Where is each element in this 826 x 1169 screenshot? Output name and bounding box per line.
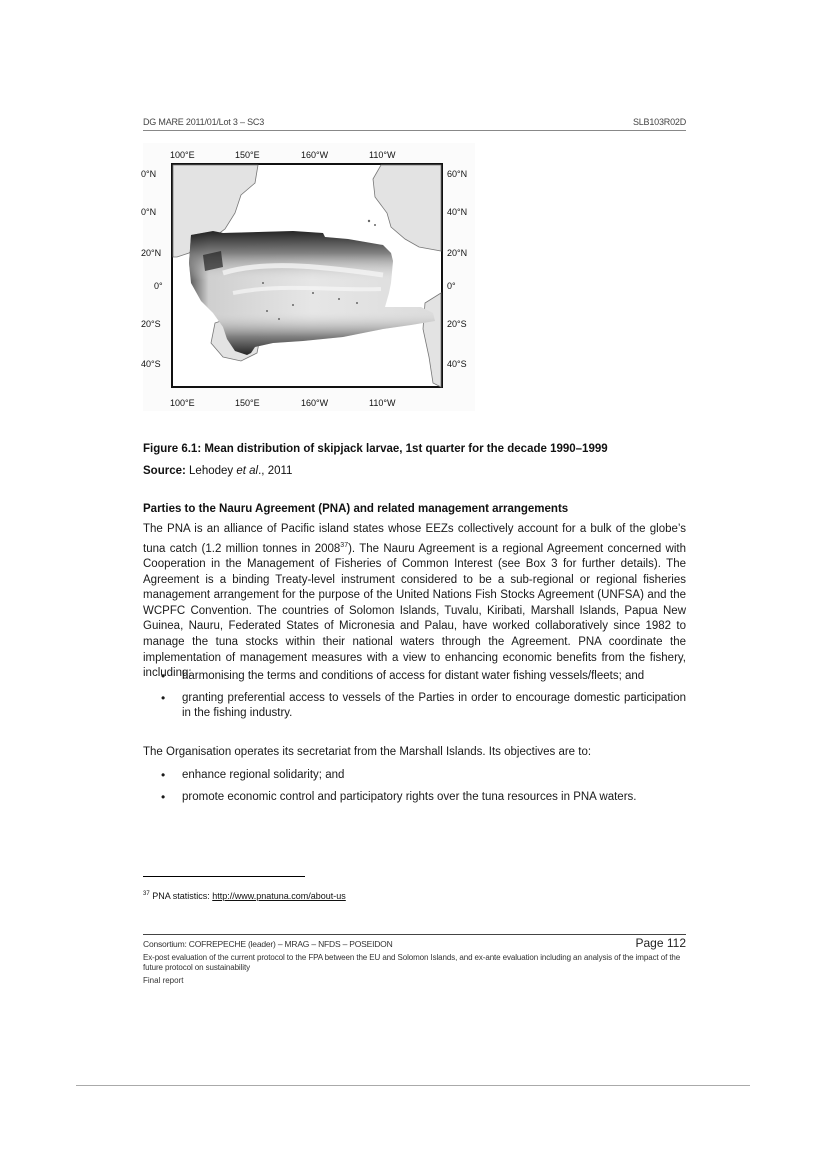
footer-consortium: Consortium: COFREPECHE (leader) – MRAG – NFDS – POSEIDON bbox=[143, 939, 393, 949]
left-tick-1: 0°N bbox=[141, 169, 157, 179]
bullet-item: • granting preferential access to vessels of the Parties in order to encourage domestic participation in the fishing industry. bbox=[143, 691, 686, 722]
pna-paragraph bbox=[143, 522, 686, 682]
pna-paragraph-part2: ). The Nauru Agreement is a regional Agreement concerned with Cooperation in the Management of Fisheries of Common Interest (see Box 3 for further details). The Agreement is a binding Treaty-level instrument considered to be a sub-regional or regional fisheries management arrangement for the purpose of the United Nations Fish Stocks Agreement (UNFSA) and the WCPFC Convention. The countries of Solomon Islands, Tuvalu, Kiribati, Marshall Islands, Papua New Guinea, Nauru, Federated States of Micronesia and Palau, have worked collaboratively since 1982 to manage the tuna stocks within their national waters through the Agreement. PNA coordinate the implementation of management measures with a view to enhancing economic benefits from the fishery, including: bbox=[143, 542, 686, 680]
left-tick-3: 20°N bbox=[141, 248, 162, 258]
pna-paragraph-part1: The PNA is an alliance of Pacific island states whose EEZs collectively account for a bulk of the globe’s tuna catch (1.2 million tonnes in 2008 bbox=[143, 523, 686, 555]
map-figure bbox=[143, 143, 475, 411]
bullet-item: • promote economic control and participatory rights over the tuna resources in PNA waters. bbox=[143, 790, 686, 806]
organisation-paragraph: The Organisation operates its secretariat from the Marshall Islands. Its objectives are to: bbox=[143, 746, 592, 758]
header-doc-code: SLB103R02D bbox=[632, 117, 686, 127]
left-tick-4: 0° bbox=[154, 281, 163, 291]
figure-caption: Figure 6.1: Mean distribution of skipjack larvae, 1st quarter for the decade 1990–1999 bbox=[143, 443, 608, 455]
footnote-ref-37[interactable]: 37 bbox=[340, 541, 349, 549]
top-tick-2: 150°E bbox=[235, 150, 260, 160]
page-number: Page 112 bbox=[635, 936, 686, 950]
left-tick-5: 20°S bbox=[141, 319, 161, 329]
header-divider bbox=[143, 130, 686, 131]
source-author: Lehodey bbox=[189, 465, 234, 477]
page-bottom-divider bbox=[76, 1085, 750, 1086]
bullet-item: • harmonising the terms and conditions of access for distant water fishing vessels/fleets; and bbox=[143, 669, 686, 685]
top-tick-4: 110°W bbox=[369, 150, 396, 160]
right-tick-5: 20°S bbox=[447, 319, 467, 329]
right-tick-6: 40°S bbox=[447, 359, 467, 369]
header-project-ref: DG MARE 2011/01/Lot 3 – SC3 bbox=[143, 117, 264, 127]
bottom-tick-1: 100°E bbox=[170, 398, 195, 408]
section-heading: Parties to the Nauru Agreement (PNA) and related management arrangements bbox=[143, 503, 569, 515]
left-tick-2: 0°N bbox=[141, 207, 157, 217]
footer-description: Ex-post evaluation of the current protocol to the FPA between the EU and Solomon Islands, and ex-ante evaluation including an analysis of the impact of the future protocol on sustainability bbox=[143, 953, 681, 972]
top-tick-3: 160°W bbox=[301, 150, 329, 160]
footnote-number: 37 bbox=[143, 891, 150, 897]
footer-divider bbox=[143, 934, 686, 935]
bottom-tick-2: 150°E bbox=[235, 398, 260, 408]
bottom-tick-4: 110°W bbox=[369, 398, 396, 408]
footnote-link[interactable]: http://www.pnatuna.com/about-us bbox=[212, 891, 346, 901]
top-tick-1: 100°E bbox=[170, 150, 195, 160]
management-bullets bbox=[143, 669, 686, 728]
right-tick-1: 60°N bbox=[447, 169, 468, 179]
source-etal: et al bbox=[236, 465, 259, 477]
source-year: ., 2011 bbox=[258, 465, 293, 477]
bottom-tick-3: 160°W bbox=[301, 398, 329, 408]
right-tick-3: 20°N bbox=[447, 248, 468, 258]
skipjack-larvae-map bbox=[143, 143, 475, 411]
footnote-label: PNA statistics: bbox=[152, 891, 213, 901]
right-tick-2: 40°N bbox=[447, 207, 468, 217]
source-label: Source: bbox=[143, 465, 186, 477]
figure-source bbox=[143, 465, 292, 477]
bullet-item: • enhance regional solidarity; and bbox=[143, 768, 686, 784]
right-tick-4: 0° bbox=[447, 281, 456, 291]
left-tick-6: 40°S bbox=[141, 359, 161, 369]
footer-final-report: Final report bbox=[143, 976, 184, 985]
footnote-divider bbox=[143, 876, 305, 877]
objectives-bullets bbox=[143, 768, 686, 811]
footnote bbox=[143, 891, 346, 901]
